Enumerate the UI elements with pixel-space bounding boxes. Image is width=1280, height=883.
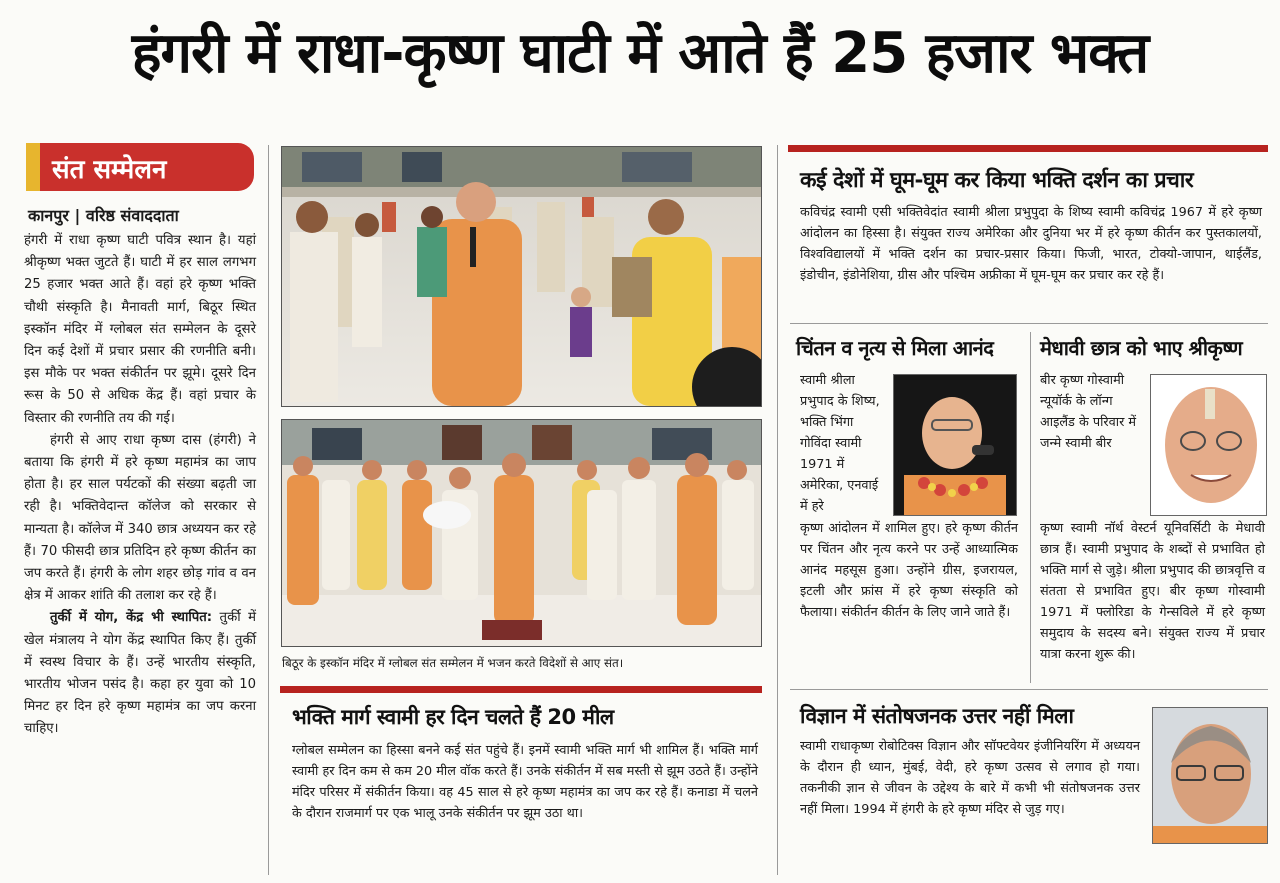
section-tag <box>26 143 254 191</box>
story-vigyan-title: विज्ञान में संतोषजनक उत्तर नहीं मिला <box>800 704 1074 728</box>
red-rule <box>788 145 1268 152</box>
story-bhakti-marg-body: ग्लोबल सम्मेलन का हिस्सा बनने कई संत पहुंचे हैं। इनमें स्वामी भक्ति मार्ग भी शामिल हैं। भक्ति मार्ग स्वामी हर दिन कम से कम 20 मील वॉक करते हैं। उनके संकीर्तन में सब मस्ती से झूम उठते हैं। उन्होंने मंदिर परिसर में संकीर्तन किया। वह 45 साल से हरे कृष्ण महामंत्र का जप कर रहे हैं। कनाडा में चलने के दौरान राजमार्ग पर एक भालू उनके संकीर्तन पर झूम उठा था। <box>292 743 758 821</box>
divider <box>790 323 1268 324</box>
section-tag-label: संत सम्मेलन <box>52 155 167 185</box>
story-countries-body: कविचंद्र स्वामी एसी भक्तिवेदांत स्वामी श्रीला प्रभुपुदा के शिष्य स्वामी कविचंद्र 1967 में हरे कृष्ण आंदोलन का हिस्सा है। संयुक्त राज्य अमेरिका और दुनिया भर में हरे कृष्ण कीर्तन कर पुस्तकालयों, विश्वविद्यालयों में भक्ति दर्शन का प्रचार-प्रसार किया। फिजी, भारत, टोक्यो-जापान, थाईलैंड, इंडोचीन, इंडोनेशिया, ग्रीस और पश्चिम अफ्रीका में घूम-घूम कर प्रचार कर रहे हैं। <box>800 205 1262 283</box>
story-bhakti-marg-title: भक्ति मार्ग स्वामी हर दिन चलते हैं 20 मील <box>292 705 614 729</box>
story-countries-title: कई देशों में घूम-घूम कर किया भक्ति दर्शन का प्रचार <box>800 168 1194 193</box>
column-rule <box>1030 332 1031 683</box>
story-chintan-title: चिंतन व नृत्य से मिला आनंद <box>796 336 994 360</box>
byline: कानपुर | वरिष्ठ संवाददाता <box>28 206 179 225</box>
photo-kirtan-hall <box>281 419 762 647</box>
tag-stripe <box>26 143 40 191</box>
main-story-para3-text: तुर्की में खेल मंत्रालय ने योग केंद्र स्थापित किए हैं। तुर्की में स्वस्थ विचार के हैं। उन्हें भारतीय संस्कृति, भारतीय भोजन पसंद है। कहा हर युवा को 10 मिनट हर दिन हरे कृष्ण महामंत्र का जप करना चाहिए। <box>24 610 256 737</box>
red-rule <box>280 686 762 693</box>
photo-kirtan-dance <box>281 146 762 407</box>
column-rule <box>777 145 778 875</box>
photo-kirtan-hall-image <box>282 420 761 646</box>
story-vigyan-body: स्वामी राधाकृष्ण रोबोटिक्स विज्ञान और सॉफ्टवेयर इंजीनियरिंग में अध्ययन के दौरान ही ध्यान, मुंबई, वेदी, हरे कृष्ण उत्सव से लगाव हो गया। तकनीकी ज्ञान से जीवन के उद्देश्य के बारे में कभी भी संतोषजनक उत्तर नहीं मिला। 1994 में हंगरी के हरे कृष्ण मंदिर से जुड़ गए। <box>800 739 1140 817</box>
main-story-para2: हंगरी से आए राधा कृष्ण दास (हंगरी) ने बताया कि हंगरी में हरे कृष्ण महामंत्र का जाप होता है। हर साल पर्यटकों की संख्या बढ़ती जा रही है। भक्तिवेदान्त कॉलेज को सरकार से मान्यता है। कॉलेज में 340 छात्र अध्ययन कर रहे हैं। 70 फीसदी छात्र प्रतिदिन हरे कृष्ण कीर्तन का जप करते हैं। हंगरी के लोग शहर छोड़ गांव व वन क्षेत्र में आकर शांति की तलाश कर रहे हैं। <box>24 432 256 604</box>
story-chintan-body-top: स्वामी श्रीला प्रभुपाद के शिष्य, भक्ति भिंगा गोविंदा स्वामी 1971 में अमेरिका, एनवाई में हरे <box>800 373 880 514</box>
divider <box>790 689 1268 690</box>
portrait-bir-krishna-goswami-image <box>1151 375 1266 515</box>
column-rule <box>268 145 269 875</box>
photo-kirtan-dance-image <box>282 147 761 406</box>
portrait-radhakrishna-swami-image <box>1153 708 1267 843</box>
story-chintan-body-bottom: कृष्ण आंदोलन में शामिल हुए। हरे कृष्ण कीर्तन पर चिंतन और नृत्य करने पर उन्हें आध्यात्मिक आनंद महसूस हुआ। उन्होंने ग्रीस, इजरायल, इटली और फ्रांस में हरे कृष्ण संस्कृति को फैलाया। संकीर्तन कीर्तन के लिए जाने जाते हैं। <box>800 521 1018 620</box>
photo-caption: बिठूर के इस्कॉन मंदिर में ग्लोबल संत सम्मेलन में भजन करते विदेशों से आए संत। <box>282 656 624 670</box>
story-medhavi-body-top: बीर कृष्ण गोस्वामी न्यूयॉर्क के लॉन्ग आइलैंड के परिवार में जन्मे स्वामी बीर <box>1040 373 1137 451</box>
portrait-bhakti-bhringa-govinda <box>893 374 1017 516</box>
main-story-para3 <box>24 607 256 740</box>
subhead: तुर्की में योग, केंद्र भी स्थापित: <box>50 610 213 626</box>
story-medhavi-title: मेधावी छात्र को भाए श्रीकृष्ण <box>1040 336 1243 360</box>
main-story <box>24 230 256 741</box>
portrait-bhakti-bhringa-govinda-image <box>894 375 1016 515</box>
portrait-radhakrishna-swami <box>1152 707 1268 844</box>
story-medhavi-body-bottom: कृष्ण स्वामी नॉर्थ वेस्टर्न यूनिवर्सिटी के मेधावी छात्र हैं। स्वामी प्रभुपाद के शब्दों से प्रभावित हो भक्ति मार्ग से जुड़े। श्रीला प्रभुपाद की छात्रवृत्ति व संतता से प्रभावित हुए। बीर कृष्ण गोस्वामी 1971 में फ्लोरिडा के गेन्सविले में हरे कृष्ण समुदाय के सदस्य बने। संयुक्त राज्य में प्रचार यात्रा करना शुरू की। <box>1040 521 1265 662</box>
portrait-bir-krishna-goswami <box>1150 374 1267 516</box>
main-story-para1: हंगरी में राधा कृष्ण घाटी पवित्र स्थान है। यहां श्रीकृष्ण भक्त जुटते हैं। घाटी में हर साल लगभग 25 हजार भक्त आते हैं। वहां हरे कृष्ण भक्ति चौथी संस्कृति है। मैनावती मार्ग, बिठूर स्थित इस्कॉन मंदिर में ग्लोबल संत सम्मेलन के दूसरे दिन कई देशों में प्रचार प्रसार की रणनीति बनी। इस मौके पर भक्त संकीर्तन पर झूमे। दूसरे दिन रूस के 50 से अधिक केंद्र हैं। वहां प्रचार के विस्तार की रणनीति तय की गई। <box>24 233 256 426</box>
headline: हंगरी में राधा-कृष्ण घाटी में आते हैं 25 हजार भक्त <box>131 21 1149 86</box>
